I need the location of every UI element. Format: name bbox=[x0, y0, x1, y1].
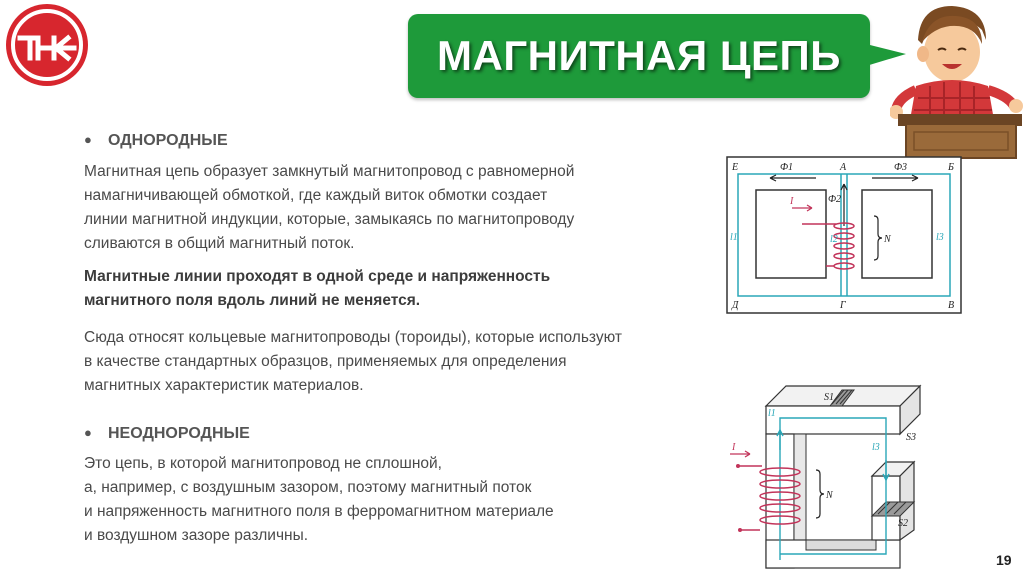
text-line: а, например, с воздушным зазором, поэтому магнитный поток bbox=[84, 479, 532, 496]
text-line: Сюда относят кольцевые магнитопроводы (тороиды), которые используют bbox=[84, 329, 622, 346]
length-label: l3 bbox=[936, 232, 944, 243]
turns-label: N bbox=[826, 490, 833, 501]
flux-label: Ф1 bbox=[780, 162, 794, 173]
text-line: линии магнитной индукции, которые, замыкаясь по магнитопроводу bbox=[84, 211, 575, 228]
text-line: намагничивающей обмоткой, где каждый виток обмотки создает bbox=[84, 187, 548, 204]
corner-label: В bbox=[948, 300, 955, 311]
bullet-icon: ● bbox=[84, 132, 92, 147]
corner-label: А bbox=[840, 162, 847, 173]
logo-icon bbox=[4, 2, 90, 88]
section-label: S3 bbox=[906, 432, 916, 443]
section-label: S1 bbox=[824, 392, 834, 403]
text-line: в качестве стандартных образцов, применяемых для определения bbox=[84, 353, 567, 370]
text-line: магнитного поля вдоль линий не меняется. bbox=[84, 292, 421, 309]
length-label: l1 bbox=[730, 232, 738, 243]
current-label: I bbox=[790, 196, 794, 207]
corner-label: Г bbox=[840, 300, 846, 311]
text-line: Это цепь, в которой магнитопровод не сплошной, bbox=[84, 455, 442, 472]
page-title-box bbox=[408, 14, 870, 98]
length-label: l1 bbox=[768, 408, 776, 419]
homogeneous-extra bbox=[84, 326, 704, 398]
length-label: l2 bbox=[830, 234, 838, 245]
homogeneous-circuit-diagram bbox=[726, 156, 962, 314]
heterogeneous-paragraph bbox=[84, 452, 704, 548]
turns-label: N bbox=[884, 234, 891, 245]
current-label: I bbox=[732, 442, 736, 453]
text-line: Магнитная цепь образует замкнутый магнитопровод с равномерной bbox=[84, 163, 575, 180]
section-label: S2 bbox=[898, 518, 908, 529]
text-line: магнитных характеристик материалов. bbox=[84, 377, 364, 394]
text-line: и напряженность магнитного поля в ферромагнитном материале bbox=[84, 503, 554, 520]
length-label: l3 bbox=[872, 442, 880, 453]
heading-homogeneous: ОДНОРОДНЫЕ bbox=[108, 132, 228, 149]
page-title: МАГНИТНАЯ ЦЕПЬ bbox=[437, 32, 841, 79]
heterogeneous-circuit-diagram bbox=[726, 380, 936, 574]
homogeneous-emphasis bbox=[84, 265, 704, 313]
corner-label: Б bbox=[948, 162, 954, 173]
heading-heterogeneous: НЕОДНОРОДНЫЕ bbox=[108, 425, 250, 442]
flux-label: Ф2 bbox=[828, 194, 842, 205]
corner-label: Д bbox=[732, 300, 739, 311]
flux-label: Ф3 bbox=[894, 162, 908, 173]
text-line: сливаются в общий магнитный поток. bbox=[84, 235, 355, 252]
page-number: 19 bbox=[996, 552, 1012, 568]
text-line: и воздушном зазоре различны. bbox=[84, 527, 309, 544]
text-line: Магнитные линии проходят в одной среде и напряженность bbox=[84, 268, 551, 285]
homogeneous-paragraph bbox=[84, 160, 704, 256]
bullet-icon: ● bbox=[84, 425, 92, 440]
corner-label: Е bbox=[732, 162, 739, 173]
teacher-cartoon-icon bbox=[890, 0, 1024, 160]
